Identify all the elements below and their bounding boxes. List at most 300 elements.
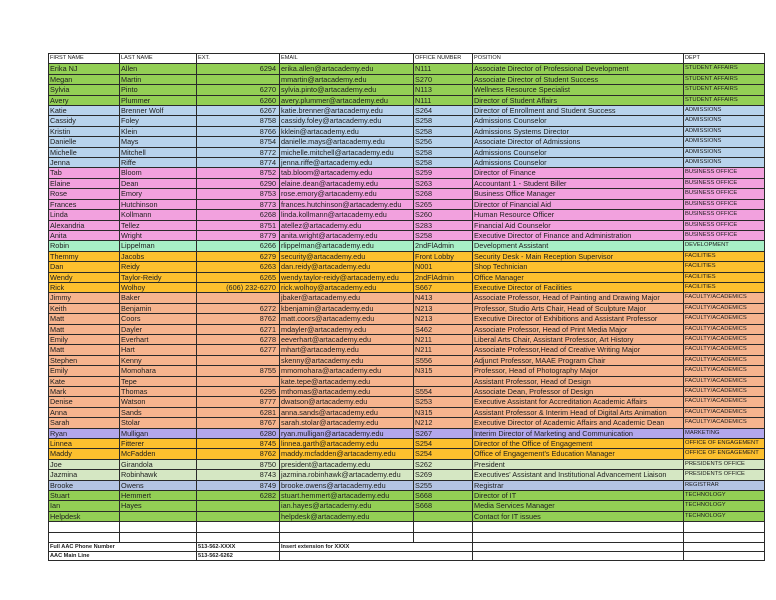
cell-last-name: Martin bbox=[120, 74, 197, 84]
cell-office-number: S263 bbox=[414, 178, 473, 188]
table-row bbox=[49, 158, 765, 168]
cell-office-number: N001 bbox=[414, 262, 473, 272]
directory-rows bbox=[49, 64, 765, 522]
cell-position: Executives' Assistant and Institutional Advancement Liaison bbox=[473, 470, 684, 480]
cell-dept: ADMISSIONS bbox=[684, 106, 765, 116]
cell-dept: FACILITIES bbox=[684, 272, 765, 282]
cell-email[interactable]: jbaker@artacademy.edu bbox=[280, 293, 414, 303]
cell-email[interactable]: mmomohara@artacademy.edu bbox=[280, 366, 414, 376]
table-row bbox=[49, 376, 765, 386]
cell-dept: FACILITIES bbox=[684, 251, 765, 261]
cell-ext bbox=[197, 74, 280, 84]
cell-dept: FACULTY/ACADEMICS bbox=[684, 334, 765, 344]
cell-position: Registrar bbox=[473, 480, 684, 490]
cell-first-name: Matt bbox=[49, 345, 120, 355]
cell-dept: MARKETING bbox=[684, 428, 765, 438]
table-row bbox=[49, 189, 765, 199]
cell-office-number: S256 bbox=[414, 137, 473, 147]
cell-position: Director of Enrollment and Student Success bbox=[473, 106, 684, 116]
cell-email[interactable]: brooke.owens@artacademy.edu bbox=[280, 480, 414, 490]
footer-row-main-line bbox=[49, 552, 765, 561]
cell-last-name: Reidy bbox=[120, 262, 197, 272]
table-row bbox=[49, 282, 765, 292]
cell-last-name: McFadden bbox=[120, 449, 197, 459]
cell-office-number: N315 bbox=[414, 407, 473, 417]
cell-position: Executive Assistant for Accreditation Academic Affairs bbox=[473, 397, 684, 407]
cell-email[interactable]: rick.wolhoy@artacademy.edu bbox=[280, 282, 414, 292]
table-row bbox=[49, 459, 765, 469]
cell-ext: 6282 bbox=[197, 491, 280, 501]
cell-email[interactable]: tab.bloom@artacademy.edu bbox=[280, 168, 414, 178]
cell-office-number: S270 bbox=[414, 74, 473, 84]
cell-ext bbox=[197, 376, 280, 386]
cell-first-name: Denise bbox=[49, 397, 120, 407]
cell-first-name: Danielle bbox=[49, 137, 120, 147]
cell-position: Associate Professor, Head of Print Media Major bbox=[473, 324, 684, 334]
cell-ext: 8745 bbox=[197, 439, 280, 449]
cell-email[interactable]: security@artacademy.edu bbox=[280, 251, 414, 261]
header-row bbox=[49, 54, 765, 64]
cell-email[interactable]: jenna.riffe@artacademy.edu bbox=[280, 158, 414, 168]
cell-last-name: Lippelman bbox=[120, 241, 197, 251]
cell-email[interactable]: mhart@artacademy.edu bbox=[280, 345, 414, 355]
cell-last-name: Tellez bbox=[120, 220, 197, 230]
cell-last-name: Klein bbox=[120, 126, 197, 136]
cell-dept: FACULTY/ACADEMICS bbox=[684, 303, 765, 313]
cell-ext: 8766 bbox=[197, 126, 280, 136]
cell-last-name: Wright bbox=[120, 230, 197, 240]
cell-ext: 8772 bbox=[197, 147, 280, 157]
cell-position: Director of Financial Aid bbox=[473, 199, 684, 209]
cell-first-name: Ryan bbox=[49, 428, 120, 438]
header-ext: EXT. bbox=[197, 54, 280, 64]
cell-email[interactable]: michelle.mitchell@artacademy.edu bbox=[280, 147, 414, 157]
cell-dept: BUSINESS OFFICE bbox=[684, 230, 765, 240]
cell-last-name: Robinhawk bbox=[120, 470, 197, 480]
table-row bbox=[49, 428, 765, 438]
cell-dept: ADMISSIONS bbox=[684, 137, 765, 147]
cell-last-name: Wolhoy bbox=[120, 282, 197, 292]
cell-ext bbox=[197, 293, 280, 303]
cell-ext: 6277 bbox=[197, 345, 280, 355]
cell-ext: 8767 bbox=[197, 418, 280, 428]
table-row bbox=[49, 470, 765, 480]
table-row bbox=[49, 511, 765, 521]
cell-office-number: S462 bbox=[414, 324, 473, 334]
cell-email[interactable]: mmartin@artacademy.edu bbox=[280, 74, 414, 84]
cell-ext: 8753 bbox=[197, 189, 280, 199]
footer-row-full-phone bbox=[49, 543, 765, 552]
cell-office-number: N113 bbox=[414, 85, 473, 95]
table-row bbox=[49, 491, 765, 501]
cell-position: Security Desk - Main Reception Supervisor bbox=[473, 251, 684, 261]
table-row bbox=[49, 355, 765, 365]
cell-ext bbox=[197, 355, 280, 365]
table-row bbox=[49, 345, 765, 355]
cell-position: Interim Director of Marketing and Communication bbox=[473, 428, 684, 438]
cell-last-name: Kenny bbox=[120, 355, 197, 365]
cell-email[interactable]: rlippelman@artacademy.edu bbox=[280, 241, 414, 251]
cell-ext: 6260 bbox=[197, 95, 280, 105]
cell-office-number bbox=[414, 511, 473, 521]
cell-dept: TECHNOLOGY bbox=[684, 511, 765, 521]
cell-last-name: Mitchell bbox=[120, 147, 197, 157]
cell-email[interactable]: atellez@artacademy.edu bbox=[280, 220, 414, 230]
cell-position: Executive Director of Academic Affairs and Academic Dean bbox=[473, 418, 684, 428]
cell-first-name: Linnea bbox=[49, 439, 120, 449]
cell-dept: STUDENT AFFAIRS bbox=[684, 95, 765, 105]
cell-ext: 6295 bbox=[197, 387, 280, 397]
cell-position: Office Manager bbox=[473, 272, 684, 282]
cell-office-number: S267 bbox=[414, 428, 473, 438]
cell-dept: TECHNOLOGY bbox=[684, 491, 765, 501]
cell-position: Liberal Arts Chair, Assistant Professor, Art History bbox=[473, 334, 684, 344]
cell-position: Director of Student Affairs bbox=[473, 95, 684, 105]
cell-first-name: Anna bbox=[49, 407, 120, 417]
footer-number: 513-562-XXXX bbox=[197, 543, 280, 552]
cell-last-name: Hayes bbox=[120, 501, 197, 511]
cell-dept: FACULTY/ACADEMICS bbox=[684, 407, 765, 417]
table-row bbox=[49, 366, 765, 376]
cell-email[interactable]: kklein@artacademy.edu bbox=[280, 126, 414, 136]
cell-email[interactable]: linnea.garth@artacademy.edu bbox=[280, 439, 414, 449]
cell-last-name: Coors bbox=[120, 314, 197, 324]
cell-ext: 6267 bbox=[197, 106, 280, 116]
cell-office-number: S258 bbox=[414, 116, 473, 126]
cell-email[interactable]: kate.tepe@artacademy.edu bbox=[280, 376, 414, 386]
table-row bbox=[49, 74, 765, 84]
cell-dept: STUDENT AFFAIRS bbox=[684, 85, 765, 95]
cell-email[interactable]: skenny@artacademy.edu bbox=[280, 355, 414, 365]
cell-last-name: Mays bbox=[120, 137, 197, 147]
blank-row bbox=[49, 532, 765, 542]
cell-dept: TECHNOLOGY bbox=[684, 501, 765, 511]
cell-ext: 8755 bbox=[197, 366, 280, 376]
cell-last-name: Allen bbox=[120, 64, 197, 74]
cell-ext: 6263 bbox=[197, 262, 280, 272]
cell-position: Accountant 1 - Student Biller bbox=[473, 178, 684, 188]
cell-office-number: N212 bbox=[414, 418, 473, 428]
cell-ext: 6268 bbox=[197, 210, 280, 220]
cell-position: Adjunct Professor, MAAE Program Chair bbox=[473, 355, 684, 365]
cell-office-number: 2ndFlAdmin bbox=[414, 272, 473, 282]
cell-dept: DEVELOPMENT bbox=[684, 241, 765, 251]
footer-section bbox=[49, 522, 765, 561]
cell-last-name: Hart bbox=[120, 345, 197, 355]
cell-position: Associate Professor, Head of Painting and Drawing Major bbox=[473, 293, 684, 303]
cell-position: Contact for IT issues bbox=[473, 511, 684, 521]
cell-email[interactable]: matt.coors@artacademy.edu bbox=[280, 314, 414, 324]
footer-label: AAC Main Line bbox=[49, 552, 197, 561]
header-last-name: LAST NAME bbox=[120, 54, 197, 64]
cell-first-name: Elaine bbox=[49, 178, 120, 188]
cell-dept: FACILITIES bbox=[684, 262, 765, 272]
cell-email[interactable]: eeverhart@artacademy.edu bbox=[280, 334, 414, 344]
cell-position: Associate Dean, Professor of Design bbox=[473, 387, 684, 397]
cell-first-name: Frances bbox=[49, 199, 120, 209]
cell-dept: ADMISSIONS bbox=[684, 126, 765, 136]
cell-dept: FACULTY/ACADEMICS bbox=[684, 418, 765, 428]
cell-first-name: Rose bbox=[49, 189, 120, 199]
cell-office-number: N213 bbox=[414, 303, 473, 313]
cell-email[interactable]: erika.allen@artacademy.edu bbox=[280, 64, 414, 74]
table-row bbox=[49, 334, 765, 344]
cell-first-name: Anita bbox=[49, 230, 120, 240]
cell-office-number: S668 bbox=[414, 491, 473, 501]
cell-dept: BUSINESS OFFICE bbox=[684, 210, 765, 220]
cell-first-name: Rick bbox=[49, 282, 120, 292]
cell-position: Professor, Studio Arts Chair, Head of Sculpture Major bbox=[473, 303, 684, 313]
cell-first-name: Mark bbox=[49, 387, 120, 397]
cell-last-name: Kollmann bbox=[120, 210, 197, 220]
cell-first-name: Brooke bbox=[49, 480, 120, 490]
cell-office-number: Front Lobby bbox=[414, 251, 473, 261]
cell-dept: FACULTY/ACADEMICS bbox=[684, 387, 765, 397]
table-row bbox=[49, 106, 765, 116]
table-row bbox=[49, 85, 765, 95]
cell-last-name: Tepe bbox=[120, 376, 197, 386]
cell-position: President bbox=[473, 459, 684, 469]
cell-position: Business Office Manager bbox=[473, 189, 684, 199]
cell-last-name: Benjamin bbox=[120, 303, 197, 313]
cell-first-name: Megan bbox=[49, 74, 120, 84]
cell-dept: FACULTY/ACADEMICS bbox=[684, 355, 765, 365]
table-row bbox=[49, 220, 765, 230]
cell-ext: 8758 bbox=[197, 116, 280, 126]
cell-email[interactable]: frances.hutchinson@artacademy.edu bbox=[280, 199, 414, 209]
table-row bbox=[49, 439, 765, 449]
cell-last-name: Plummer bbox=[120, 95, 197, 105]
cell-email[interactable]: mthomas@artacademy.edu bbox=[280, 387, 414, 397]
table-row bbox=[49, 449, 765, 459]
cell-dept: BUSINESS OFFICE bbox=[684, 199, 765, 209]
cell-position: Assistant Professor, Head of Design bbox=[473, 376, 684, 386]
cell-last-name: Hutchinson bbox=[120, 199, 197, 209]
cell-ext: 6294 bbox=[197, 64, 280, 74]
cell-email[interactable]: katie.brenner@artacademy.edu bbox=[280, 106, 414, 116]
cell-office-number: S554 bbox=[414, 387, 473, 397]
table-row bbox=[49, 126, 765, 136]
cell-ext: 8779 bbox=[197, 230, 280, 240]
cell-office-number: N315 bbox=[414, 366, 473, 376]
cell-first-name: Stephen bbox=[49, 355, 120, 365]
cell-first-name: Joe bbox=[49, 459, 120, 469]
cell-ext: 8777 bbox=[197, 397, 280, 407]
table-row bbox=[49, 397, 765, 407]
table-row bbox=[49, 480, 765, 490]
cell-first-name: Tab bbox=[49, 168, 120, 178]
cell-last-name: Dayler bbox=[120, 324, 197, 334]
cell-email[interactable]: cassidy.foley@artacademy.edu bbox=[280, 116, 414, 126]
cell-office-number: N211 bbox=[414, 334, 473, 344]
cell-position: Admissions Counselor bbox=[473, 147, 684, 157]
cell-position: Office of Engagement's Education Manager bbox=[473, 449, 684, 459]
cell-first-name: Ian bbox=[49, 501, 120, 511]
staff-directory-table bbox=[48, 53, 765, 561]
cell-dept: FACULTY/ACADEMICS bbox=[684, 376, 765, 386]
cell-first-name: Stuart bbox=[49, 491, 120, 501]
cell-first-name: Wendy bbox=[49, 272, 120, 282]
cell-office-number: S254 bbox=[414, 439, 473, 449]
table-row bbox=[49, 230, 765, 240]
cell-office-number: S262 bbox=[414, 459, 473, 469]
table-row bbox=[49, 418, 765, 428]
cell-email[interactable]: sarah.stolar@artacademy.edu bbox=[280, 418, 414, 428]
table-row bbox=[49, 314, 765, 324]
cell-ext: 8762 bbox=[197, 314, 280, 324]
cell-position: Director of IT bbox=[473, 491, 684, 501]
cell-dept: REGISTRAR bbox=[684, 480, 765, 490]
cell-office-number: N111 bbox=[414, 95, 473, 105]
cell-first-name: Themmy bbox=[49, 251, 120, 261]
cell-last-name: Owens bbox=[120, 480, 197, 490]
footer-number: 513-562-6262 bbox=[197, 552, 280, 561]
cell-email[interactable]: anita.wright@artacademy.edu bbox=[280, 230, 414, 240]
table-row bbox=[49, 262, 765, 272]
cell-last-name bbox=[120, 511, 197, 521]
cell-email[interactable]: danielle.mays@artacademy.edu bbox=[280, 137, 414, 147]
cell-first-name: Keith bbox=[49, 303, 120, 313]
cell-last-name: Jacobs bbox=[120, 251, 197, 261]
cell-email[interactable]: president@artacademy.edu bbox=[280, 459, 414, 469]
cell-first-name: Jazmina bbox=[49, 470, 120, 480]
cell-dept: PRESIDENTS OFFICE bbox=[684, 470, 765, 480]
cell-last-name: Mulligan bbox=[120, 428, 197, 438]
cell-dept: STUDENT AFFAIRS bbox=[684, 64, 765, 74]
cell-email[interactable]: elaine.dean@artacademy.edu bbox=[280, 178, 414, 188]
cell-office-number: S258 bbox=[414, 158, 473, 168]
table-row bbox=[49, 293, 765, 303]
cell-dept: OFFICE OF ENGAGEMENT bbox=[684, 449, 765, 459]
cell-position: Admissions Counselor bbox=[473, 116, 684, 126]
cell-dept: FACULTY/ACADEMICS bbox=[684, 345, 765, 355]
cell-last-name: Taylor-Reidy bbox=[120, 272, 197, 282]
cell-last-name: Hemmert bbox=[120, 491, 197, 501]
cell-first-name: Kate bbox=[49, 376, 120, 386]
cell-dept: FACULTY/ACADEMICS bbox=[684, 366, 765, 376]
cell-first-name: Michelle bbox=[49, 147, 120, 157]
cell-last-name: Fitterer bbox=[120, 439, 197, 449]
cell-office-number: N413 bbox=[414, 293, 473, 303]
cell-dept: FACULTY/ACADEMICS bbox=[684, 324, 765, 334]
cell-ext: 6272 bbox=[197, 303, 280, 313]
cell-ext: 6270 bbox=[197, 85, 280, 95]
cell-first-name: Linda bbox=[49, 210, 120, 220]
cell-email[interactable]: mdayler@artacademy.edu bbox=[280, 324, 414, 334]
cell-position: Assistant Professor & Interim Head of Digital Arts Animation bbox=[473, 407, 684, 417]
cell-email[interactable]: helpdesk@artacademy.edu bbox=[280, 511, 414, 521]
cell-email[interactable]: rose.emory@artacademy.edu bbox=[280, 189, 414, 199]
cell-ext: 6278 bbox=[197, 334, 280, 344]
cell-first-name: Sylvia bbox=[49, 85, 120, 95]
cell-last-name: Emory bbox=[120, 189, 197, 199]
cell-first-name: Helpdesk bbox=[49, 511, 120, 521]
cell-email[interactable]: ryan.mulligan@artacademy.edu bbox=[280, 428, 414, 438]
cell-office-number: S255 bbox=[414, 480, 473, 490]
cell-office-number: S253 bbox=[414, 397, 473, 407]
cell-dept: BUSINESS OFFICE bbox=[684, 178, 765, 188]
cell-email[interactable]: wendy.taylor-reidy@artacademy.edu bbox=[280, 272, 414, 282]
cell-ext: 8754 bbox=[197, 137, 280, 147]
cell-last-name: Thomas bbox=[120, 387, 197, 397]
cell-first-name: Dan bbox=[49, 262, 120, 272]
cell-last-name: Brenner Wolf bbox=[120, 106, 197, 116]
cell-first-name: Alexandria bbox=[49, 220, 120, 230]
cell-email[interactable]: kbenjamin@artacademy.edu bbox=[280, 303, 414, 313]
cell-ext: 8774 bbox=[197, 158, 280, 168]
cell-first-name: Cassidy bbox=[49, 116, 120, 126]
cell-email[interactable]: stuart.hemmert@artacademy.edu bbox=[280, 491, 414, 501]
cell-email[interactable]: linda.kollmann@artacademy.edu bbox=[280, 210, 414, 220]
cell-position: Associate Director of Professional Development bbox=[473, 64, 684, 74]
cell-first-name: Robin bbox=[49, 241, 120, 251]
cell-dept: FACULTY/ACADEMICS bbox=[684, 314, 765, 324]
cell-ext: 8762 bbox=[197, 449, 280, 459]
cell-dept: ADMISSIONS bbox=[684, 116, 765, 126]
cell-last-name: Pinto bbox=[120, 85, 197, 95]
cell-first-name: Emily bbox=[49, 334, 120, 344]
table-row bbox=[49, 64, 765, 74]
cell-position: Executive Director of Finance and Administration bbox=[473, 230, 684, 240]
cell-email[interactable]: dwatson@artacademy.edu bbox=[280, 397, 414, 407]
cell-email[interactable]: maddy.mcfadden@artacademy.edu bbox=[280, 449, 414, 459]
cell-ext bbox=[197, 511, 280, 521]
cell-office-number: S264 bbox=[414, 106, 473, 116]
cell-dept: PRESIDENTS OFFICE bbox=[684, 459, 765, 469]
cell-email[interactable]: ian.hayes@artacademy.edu bbox=[280, 501, 414, 511]
footer-note: Insert extension for XXXX bbox=[280, 543, 473, 552]
cell-dept: BUSINESS OFFICE bbox=[684, 220, 765, 230]
table-row bbox=[49, 501, 765, 511]
footer-note bbox=[280, 552, 473, 561]
cell-office-number: S667 bbox=[414, 282, 473, 292]
cell-first-name: Maddy bbox=[49, 449, 120, 459]
cell-email[interactable]: dan.reidy@artacademy.edu bbox=[280, 262, 414, 272]
cell-office-number: S668 bbox=[414, 501, 473, 511]
cell-dept: ADMISSIONS bbox=[684, 147, 765, 157]
cell-last-name: Everhart bbox=[120, 334, 197, 344]
cell-dept: OFFICE OF ENGAGEMENT bbox=[684, 439, 765, 449]
cell-email[interactable]: anna.sands@artacademy.edu bbox=[280, 407, 414, 417]
cell-position: Associate Director of Admissions bbox=[473, 137, 684, 147]
table-row bbox=[49, 251, 765, 261]
cell-email[interactable]: avery.plummer@artacademy.edu bbox=[280, 95, 414, 105]
cell-position: Media Services Manager bbox=[473, 501, 684, 511]
cell-office-number: S268 bbox=[414, 189, 473, 199]
cell-ext: 6265 bbox=[197, 272, 280, 282]
cell-last-name: Sands bbox=[120, 407, 197, 417]
cell-email[interactable]: jazmina.robinhawk@artacademy.edu bbox=[280, 470, 414, 480]
cell-ext: 8749 bbox=[197, 480, 280, 490]
table-row bbox=[49, 241, 765, 251]
header-office-number: OFFICE NUMBER bbox=[414, 54, 473, 64]
cell-first-name: Jenna bbox=[49, 158, 120, 168]
cell-position: Executive Director of Facilities bbox=[473, 282, 684, 292]
cell-position: Shop Technician bbox=[473, 262, 684, 272]
cell-position: Professor, Head of Photography Major bbox=[473, 366, 684, 376]
cell-first-name: Katie bbox=[49, 106, 120, 116]
cell-first-name: Kristin bbox=[49, 126, 120, 136]
cell-last-name: Girandola bbox=[120, 459, 197, 469]
cell-ext: 8773 bbox=[197, 199, 280, 209]
cell-position: Executive Director of Exhibitions and Assistant Professor bbox=[473, 314, 684, 324]
cell-position: Admissions Counselor bbox=[473, 158, 684, 168]
table-row bbox=[49, 303, 765, 313]
table-row bbox=[49, 324, 765, 334]
cell-email[interactable]: sylvia.pinto@artacademy.edu bbox=[280, 85, 414, 95]
table-row bbox=[49, 116, 765, 126]
cell-ext: 6271 bbox=[197, 324, 280, 334]
